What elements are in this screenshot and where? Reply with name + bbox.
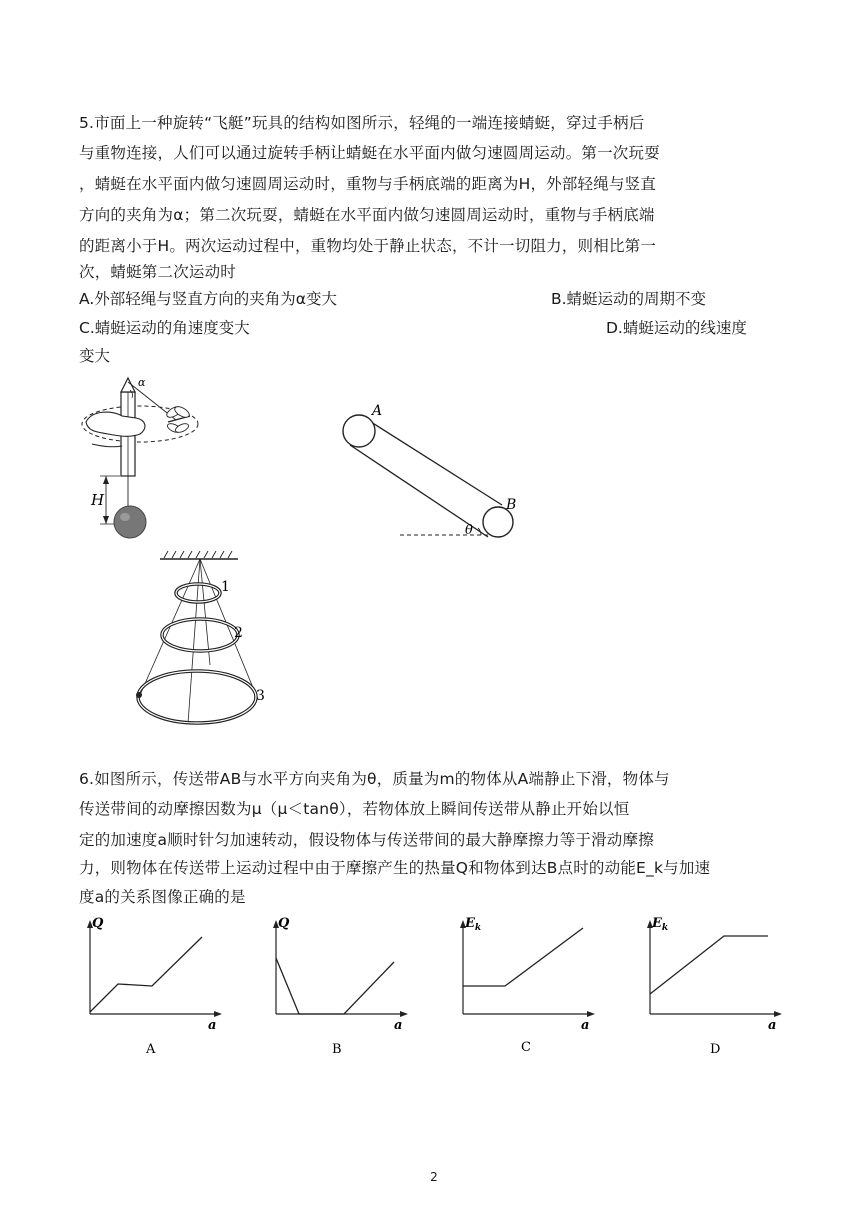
graph-d-xlabel: a xyxy=(768,1018,777,1033)
graph-c-caption: C xyxy=(521,1040,531,1055)
q5-option-d: D.蜻蜓运动的线速度 xyxy=(606,319,747,337)
q6-line-5: 度a的关系图像正确的是 xyxy=(79,888,246,906)
dragonfly-icon xyxy=(165,405,191,435)
q5-line-3: ，蜻蜓在水平面内做匀速圆周运动时，重物与手柄底端的距离为H，外部轻绳与竖直 xyxy=(79,175,657,193)
toy-figure xyxy=(78,372,208,542)
graph-b xyxy=(266,912,416,1062)
graph-a-caption: A xyxy=(146,1042,156,1057)
graph-a xyxy=(80,912,230,1062)
q6-line-3: 定的加速度a顺时针匀加速转动，假设物体与传送带间的最大静摩擦力等于滑动摩擦 xyxy=(79,831,654,849)
graph-c xyxy=(453,912,603,1062)
q5-option-a: A.外部轻绳与竖直方向的夹角为α变大 xyxy=(79,290,337,308)
q5-line-2: 与重物连接，人们可以通过旋转手柄让蜻蜓在水平面内做匀速圆周运动。第一次玩耍 xyxy=(79,144,660,162)
alpha-label: α xyxy=(138,376,146,389)
graph-c-ylabel: $E_k$ xyxy=(465,916,482,933)
ring-1-label: 1 xyxy=(221,579,230,595)
q6-line-1: 6.如图所示，传送带AB与水平方向夹角为θ，质量为m的物体从A端静止下滑，物体与 xyxy=(79,770,670,788)
q5-line-4: 方向的夹角为α；第二次玩耍，蜻蜓在水平面内做匀速圆周运动时，重物与手柄底端 xyxy=(79,206,655,224)
q6-line-2: 传送带间的动摩擦因数为μ（μ＜tanθ），若物体放上瞬间传送带从静止开始以恒 xyxy=(79,800,630,818)
rings-figure xyxy=(128,545,278,735)
graph-b-xlabel: a xyxy=(394,1018,403,1033)
q5-option-b: B.蜻蜓运动的周期不变 xyxy=(551,290,707,308)
conveyor-belt-figure xyxy=(338,395,528,545)
graph-a-xlabel: a xyxy=(208,1018,217,1033)
graph-d-caption: D xyxy=(710,1042,721,1057)
theta-label: θ xyxy=(465,523,473,538)
point-a-label: A xyxy=(372,403,383,419)
graph-b-ylabel: Q xyxy=(278,916,290,931)
graph-b-caption: B xyxy=(332,1042,342,1057)
h-label: H xyxy=(91,491,105,509)
q5-option-c: C.蜻蜓运动的角速度变大 xyxy=(79,319,250,337)
ring-3-label: 3 xyxy=(256,688,265,704)
q5-line-5: 的距离小于H。两次运动过程中，重物均处于静止状态，不计一切阻力，则相比第一 xyxy=(79,237,657,255)
graph-c-xlabel: a xyxy=(581,1018,590,1033)
q5-line-1: 5.市面上一种旋转“飞艇”玩具的结构如图所示，轻绳的一端连接蜻蜓，穿过手柄后 xyxy=(79,114,645,132)
ring-2-label: 2 xyxy=(234,625,243,641)
graph-d xyxy=(640,912,790,1062)
q6-line-4: 力，则物体在传送带上运动过程中由于摩擦产生的热量Q和物体到达B点时的动能E_k与加速 xyxy=(79,859,711,877)
graph-a-ylabel: Q xyxy=(92,916,104,931)
page-number: 2 xyxy=(430,1170,438,1184)
point-b-label: B xyxy=(506,497,517,513)
graph-d-ylabel: $E_k$ xyxy=(652,916,669,933)
q5-line-6: 次，蜻蜓第二次运动时 xyxy=(79,263,237,281)
q5-option-d-continued: 变大 xyxy=(79,347,111,365)
